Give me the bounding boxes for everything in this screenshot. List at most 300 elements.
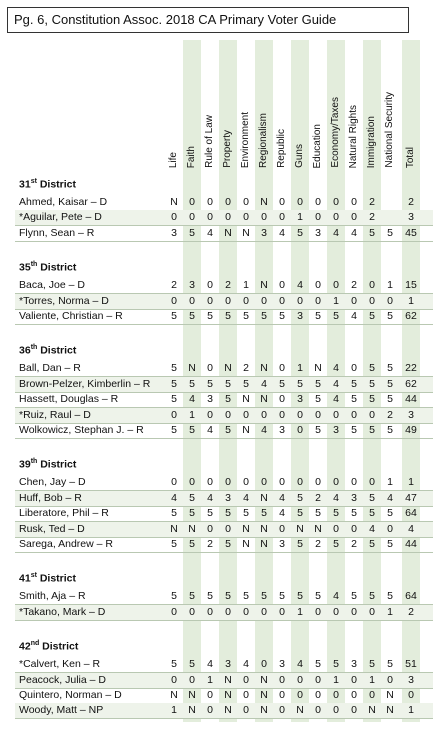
score-cell: 4 — [333, 377, 339, 390]
score-cell: 5 — [189, 491, 195, 504]
score-cell: 4 — [207, 424, 213, 436]
score-cell: 0 — [315, 704, 321, 717]
district-suffix: th — [30, 458, 38, 466]
table-row — [15, 657, 433, 673]
score-cell: N — [242, 538, 250, 550]
score-cell: 0 — [225, 605, 231, 618]
score-cell: N — [224, 673, 232, 686]
score-cell: N — [260, 279, 268, 292]
score-cell: 0 — [189, 294, 195, 307]
candidate-name: Chen, Jay – D — [19, 476, 86, 489]
score-cell: 0 — [297, 294, 303, 307]
score-cell: 5 — [333, 310, 339, 322]
district-label: District — [37, 344, 77, 357]
candidate-name: *Torres, Norma – D — [19, 294, 109, 307]
score-cell: N — [170, 196, 178, 208]
score-cell: 4 — [279, 507, 285, 520]
score-cell: 0 — [333, 196, 339, 208]
score-cell: 5 — [189, 424, 195, 436]
score-cell: 5 — [261, 310, 267, 322]
score-cell: 5 — [297, 377, 303, 390]
score-cell: 5 — [171, 590, 177, 603]
score-cell: N — [188, 704, 196, 717]
score-cell: 5 — [189, 310, 195, 322]
score-cell: 0 — [207, 689, 213, 701]
page-title: Pg. 6, Constitution Assoc. 2018 CA Primary Voter Guide — [7, 7, 409, 33]
score-cell: 1 — [297, 605, 303, 618]
score-cell: 0 — [279, 522, 285, 535]
candidate-name: Quintero, Norman – D — [19, 689, 122, 701]
candidate-name: Peacock, Julia – D — [19, 673, 106, 686]
score-cell: 0 — [351, 689, 357, 701]
score-cell: 3 — [315, 226, 321, 239]
district-label: District — [36, 178, 77, 191]
score-cell: 2 — [369, 211, 375, 224]
score-cell: 0 — [207, 704, 213, 717]
score-cell: 0 — [261, 476, 267, 489]
score-cell: 0 — [279, 605, 285, 618]
candidate-name: Hassett, Douglas – R — [19, 393, 119, 406]
score-cell: 5 — [387, 538, 393, 550]
score-cell: 5 — [369, 226, 375, 239]
score-cell: 5 — [261, 590, 267, 603]
score-cell: 0 — [351, 605, 357, 618]
score-cell: 5 — [243, 507, 249, 520]
score-cell: 0 — [171, 476, 177, 489]
score-cell: N — [260, 393, 268, 406]
candidate-name: Woody, Matt – NP — [19, 704, 104, 717]
score-cell: 5 — [369, 362, 375, 375]
score-cell: N — [260, 673, 268, 686]
score-cell: 5 — [225, 377, 231, 390]
score-cell: 0 — [387, 522, 393, 535]
candidate-name: *Ruiz, Raul – D — [19, 408, 91, 421]
score-cell: 0 — [207, 605, 213, 618]
score-cell: 0 — [351, 211, 357, 224]
district-suffix: st — [30, 572, 37, 580]
score-cell: 0 — [189, 211, 195, 224]
table-row — [15, 294, 433, 310]
score-cell: 5 — [369, 658, 375, 671]
score-cell: 0 — [279, 294, 285, 307]
score-cell: 0 — [279, 476, 285, 489]
score-cell: N — [386, 704, 394, 717]
score-cell: 4 — [333, 226, 339, 239]
district-suffix: th — [30, 344, 38, 352]
score-cell: 0 — [333, 704, 339, 717]
score-cell: 0 — [333, 689, 339, 701]
score-cell: 4 — [351, 310, 357, 322]
district-number: 41 — [19, 572, 31, 585]
score-cell: N — [260, 362, 268, 375]
score-cell: 0 — [243, 605, 249, 618]
score-cell: 1 — [297, 211, 303, 224]
score-cell: 62 — [405, 310, 417, 322]
score-cell: 5 — [225, 538, 231, 550]
score-cell: 5 — [351, 590, 357, 603]
score-cell: 4 — [297, 279, 303, 292]
score-cell: 0 — [315, 279, 321, 292]
score-cell: 64 — [405, 590, 417, 603]
score-cell: 5 — [207, 377, 213, 390]
score-cell: N — [368, 704, 376, 717]
district-heading — [19, 178, 76, 191]
score-cell: 3 — [261, 226, 267, 239]
score-cell: 3 — [279, 658, 285, 671]
score-cell: 5 — [171, 424, 177, 436]
table-row — [15, 423, 433, 439]
score-cell: 1 — [333, 294, 339, 307]
table-row — [15, 278, 433, 294]
score-cell: 0 — [369, 605, 375, 618]
score-cell: 3 — [171, 226, 177, 239]
score-cell: 0 — [297, 196, 303, 208]
score-cell: N — [260, 689, 268, 701]
score-cell: 0 — [351, 362, 357, 375]
score-cell: 1 — [207, 673, 213, 686]
score-cell: 5 — [351, 507, 357, 520]
score-cell: 5 — [189, 377, 195, 390]
score-cell: 0 — [297, 673, 303, 686]
score-cell: 5 — [315, 424, 321, 436]
table-row — [15, 589, 433, 605]
table-row — [15, 195, 433, 211]
column-header: Environment — [240, 111, 251, 168]
column-header: Faith — [186, 145, 197, 168]
score-cell: 5 — [279, 310, 285, 322]
candidate-name: Smith, Aja – R — [19, 590, 86, 603]
score-cell: 0 — [333, 279, 339, 292]
score-cell: 3 — [225, 658, 231, 671]
score-cell: 0 — [369, 279, 375, 292]
table-row — [15, 361, 433, 377]
score-cell: 0 — [297, 424, 303, 436]
score-cell: 4 — [333, 362, 339, 375]
district-suffix: nd — [30, 640, 40, 648]
district-label: District — [39, 640, 79, 653]
score-cell: 5 — [333, 507, 339, 520]
score-cell: 3 — [279, 424, 285, 436]
score-cell: 5 — [333, 658, 339, 671]
candidate-name: Huff, Bob – R — [19, 491, 82, 504]
score-cell: 1 — [189, 408, 195, 421]
score-cell: 22 — [405, 362, 417, 375]
score-cell: 2 — [225, 279, 231, 292]
score-cell: 1 — [408, 476, 414, 489]
table-row — [15, 210, 433, 226]
score-cell: 3 — [297, 310, 303, 322]
score-cell: 0 — [351, 673, 357, 686]
score-cell: N — [224, 704, 232, 717]
table-row — [15, 537, 433, 553]
score-cell: 49 — [405, 424, 417, 436]
score-cell: 5 — [387, 424, 393, 436]
score-cell: 0 — [369, 408, 375, 421]
score-cell: 0 — [279, 211, 285, 224]
district-heading — [19, 640, 78, 653]
district-label: District — [36, 572, 77, 585]
table-row — [15, 377, 433, 393]
score-cell: 4 — [387, 491, 393, 504]
score-cell: 51 — [405, 658, 417, 671]
score-cell: 5 — [207, 310, 213, 322]
score-cell: N — [260, 491, 268, 504]
score-cell: 4 — [279, 226, 285, 239]
score-cell: 0 — [207, 362, 213, 375]
score-cell: 4 — [243, 491, 249, 504]
column-header: Total — [405, 146, 416, 168]
score-cell: 5 — [387, 377, 393, 390]
score-cell: 5 — [387, 590, 393, 603]
score-cell: 0 — [333, 476, 339, 489]
score-cell: 5 — [189, 590, 195, 603]
table-row — [15, 703, 433, 719]
score-cell: 4 — [408, 522, 414, 535]
score-cell: 5 — [369, 393, 375, 406]
candidate-name: Rusk, Ted – D — [19, 522, 85, 535]
score-cell: N — [170, 522, 178, 535]
score-cell: N — [242, 226, 250, 239]
score-cell: 0 — [243, 689, 249, 701]
column-header: Immigration — [366, 115, 377, 168]
score-cell: 4 — [243, 658, 249, 671]
score-cell: 3 — [408, 211, 414, 224]
score-cell: 5 — [315, 377, 321, 390]
score-cell: 5 — [297, 590, 303, 603]
score-cell: 0 — [243, 408, 249, 421]
score-cell: N — [242, 522, 250, 535]
score-cell: 2 — [351, 538, 357, 550]
score-cell: 0 — [387, 294, 393, 307]
score-cell: 5 — [297, 507, 303, 520]
score-cell: 0 — [315, 211, 321, 224]
column-header: Economy/Taxes — [330, 97, 341, 168]
score-cell: 0 — [207, 294, 213, 307]
score-cell: 0 — [279, 689, 285, 701]
column-header: Republic — [276, 129, 287, 168]
score-cell: 0 — [315, 196, 321, 208]
score-cell: 2 — [351, 279, 357, 292]
column-header: National Security — [384, 92, 395, 168]
column-header: Regionalism — [258, 112, 269, 168]
score-cell: 0 — [315, 605, 321, 618]
score-cell: 0 — [315, 476, 321, 489]
score-cell: 2 — [315, 538, 321, 550]
score-cell: 0 — [333, 211, 339, 224]
score-cell: 0 — [243, 673, 249, 686]
score-cell: 0 — [171, 605, 177, 618]
column-header: Rule of Law — [204, 115, 215, 168]
score-cell: 0 — [243, 211, 249, 224]
district-label: District — [37, 261, 77, 274]
score-cell: 5 — [243, 590, 249, 603]
score-cell: 5 — [225, 310, 231, 322]
score-cell: 0 — [171, 408, 177, 421]
score-cell: 5 — [315, 658, 321, 671]
row-divider — [15, 718, 433, 719]
candidate-name: Ball, Dan – R — [19, 362, 81, 375]
candidate-name: Brown-Pelzer, Kimberlin – R — [19, 377, 151, 390]
score-cell: 47 — [405, 491, 417, 504]
score-cell: 44 — [405, 538, 417, 550]
score-cell: 1 — [369, 673, 375, 686]
score-cell: 4 — [369, 522, 375, 535]
score-cell: 0 — [261, 658, 267, 671]
score-cell: 2 — [408, 196, 414, 208]
district-heading — [19, 344, 76, 357]
score-cell: 3 — [351, 658, 357, 671]
candidate-name: Flynn, Sean – R — [19, 226, 95, 239]
score-cell: 0 — [243, 476, 249, 489]
score-cell: 5 — [315, 590, 321, 603]
score-cell: 0 — [408, 689, 414, 701]
score-cell: 0 — [261, 294, 267, 307]
candidate-name: *Calvert, Ken – R — [19, 658, 101, 671]
score-cell: 5 — [351, 377, 357, 390]
score-cell: 3 — [207, 393, 213, 406]
score-cell: 5 — [207, 507, 213, 520]
score-cell: 4 — [171, 491, 177, 504]
table-row — [15, 408, 433, 424]
score-cell: 0 — [279, 408, 285, 421]
score-cell: 4 — [261, 377, 267, 390]
row-divider — [15, 324, 433, 325]
score-cell: 5 — [225, 424, 231, 436]
score-cell: 2 — [315, 491, 321, 504]
score-cell: 0 — [207, 408, 213, 421]
column-header: Education — [312, 123, 323, 168]
score-cell: N — [242, 393, 250, 406]
row-divider — [15, 620, 433, 621]
score-cell: 3 — [225, 491, 231, 504]
score-cell: 5 — [369, 538, 375, 550]
score-cell: 5 — [387, 393, 393, 406]
score-cell: 4 — [189, 393, 195, 406]
score-cell: 5 — [369, 377, 375, 390]
table-row — [15, 673, 433, 689]
score-cell: 3 — [333, 424, 339, 436]
score-cell: 0 — [369, 476, 375, 489]
score-cell: 5 — [243, 310, 249, 322]
score-cell: 0 — [207, 476, 213, 489]
score-cell: 5 — [387, 362, 393, 375]
table-row — [15, 392, 433, 408]
table-row — [15, 309, 433, 325]
candidate-name: Ahmed, Kaisar – D — [19, 196, 108, 208]
score-cell: 0 — [351, 522, 357, 535]
score-cell: 5 — [225, 590, 231, 603]
score-cell: 0 — [333, 605, 339, 618]
score-cell: 0 — [333, 408, 339, 421]
score-cell: 45 — [405, 226, 417, 239]
score-cell: N — [188, 522, 196, 535]
score-cell: N — [260, 704, 268, 717]
score-cell: 5 — [189, 226, 195, 239]
score-cell: 0 — [279, 362, 285, 375]
score-cell: 0 — [351, 704, 357, 717]
score-cell: 5 — [315, 393, 321, 406]
score-cell: 0 — [243, 196, 249, 208]
district-number: 36 — [19, 344, 31, 357]
score-cell: 5 — [333, 538, 339, 550]
score-cell: 4 — [333, 491, 339, 504]
candidate-name: Sarega, Andrew – R — [19, 538, 113, 550]
score-cell: N — [188, 362, 196, 375]
table-row — [15, 475, 433, 491]
score-cell: N — [224, 226, 232, 239]
score-cell: 0 — [297, 408, 303, 421]
score-cell: 5 — [387, 507, 393, 520]
score-cell: N — [224, 689, 232, 701]
row-divider — [15, 241, 433, 242]
district-number: 35 — [19, 261, 31, 274]
score-cell: 0 — [279, 393, 285, 406]
score-cell: N — [296, 522, 304, 535]
district-label: District — [37, 458, 77, 471]
district-heading — [19, 261, 76, 274]
score-cell: 0 — [279, 279, 285, 292]
score-cell: 44 — [405, 393, 417, 406]
score-cell: N — [224, 362, 232, 375]
score-cell: 0 — [315, 294, 321, 307]
score-cell: 2 — [369, 196, 375, 208]
score-cell: 0 — [333, 522, 339, 535]
score-cell: 5 — [171, 658, 177, 671]
score-cell: 0 — [189, 476, 195, 489]
score-cell: 1 — [387, 476, 393, 489]
score-cell: 5 — [171, 538, 177, 550]
score-cell: 5 — [279, 377, 285, 390]
score-cell: 0 — [207, 522, 213, 535]
score-cell: 4 — [333, 590, 339, 603]
score-cell: 64 — [405, 507, 417, 520]
column-header: Property — [222, 130, 233, 168]
score-cell: 3 — [189, 279, 195, 292]
table-row — [15, 491, 433, 507]
score-cell: 5 — [369, 310, 375, 322]
score-cell: 3 — [408, 408, 414, 421]
score-cell: 62 — [405, 377, 417, 390]
score-cell: 0 — [171, 294, 177, 307]
score-cell: 5 — [261, 507, 267, 520]
score-cell: 4 — [351, 226, 357, 239]
score-cell: 4 — [261, 424, 267, 436]
score-cell: 4 — [207, 658, 213, 671]
score-cell: 0 — [261, 408, 267, 421]
score-cell: 1 — [387, 279, 393, 292]
score-cell: 0 — [315, 408, 321, 421]
score-cell: 5 — [189, 658, 195, 671]
score-cell: 5 — [207, 590, 213, 603]
score-cell: 4 — [279, 491, 285, 504]
score-cell: 0 — [207, 196, 213, 208]
score-cell: 0 — [297, 689, 303, 701]
column-header: Life — [168, 151, 179, 168]
table-row — [15, 522, 433, 538]
score-cell: 5 — [279, 590, 285, 603]
score-cell: 0 — [279, 196, 285, 208]
score-cell: 1 — [387, 605, 393, 618]
score-cell: 0 — [261, 211, 267, 224]
score-cell: 5 — [171, 310, 177, 322]
district-heading — [19, 458, 76, 471]
candidate-name: Valiente, Christian – R — [19, 310, 123, 322]
table-row — [15, 605, 433, 621]
score-cell: 0 — [351, 476, 357, 489]
score-cell: 2 — [408, 605, 414, 618]
candidate-name: Wolkowicz, Stephan J. – R — [19, 424, 144, 436]
score-cell: 3 — [279, 538, 285, 550]
